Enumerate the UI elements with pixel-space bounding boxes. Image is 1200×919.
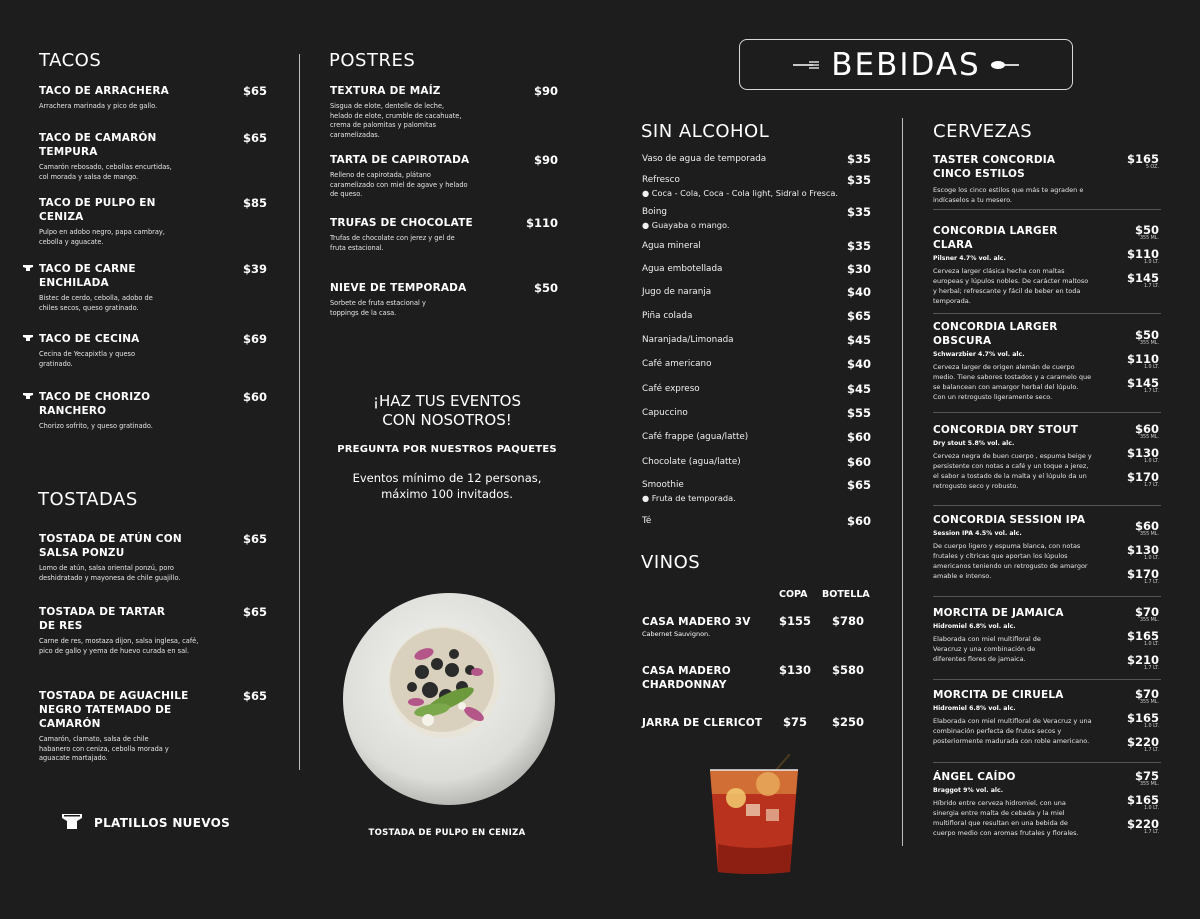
item-price: $65	[242, 689, 267, 703]
beer-prices	[1127, 423, 1159, 495]
new-dish-icon	[23, 265, 33, 272]
beer-size: 1.0 LT.	[1143, 642, 1159, 647]
botella-header: BOTELLA	[822, 589, 870, 600]
separator	[933, 209, 1161, 210]
item-desc: Arrachera marinada y pico de gallo.	[39, 102, 158, 110]
item-name: NIEVE DE TEMPORADA	[330, 282, 467, 294]
drink-row	[642, 175, 871, 198]
events-title-2: CON NOSOTROS!	[382, 411, 512, 429]
beer-price: $110	[1126, 352, 1159, 366]
item-price: $69	[242, 332, 267, 346]
events-subtitle: PREGUNTA POR NUESTROS PAQUETES	[337, 444, 557, 455]
separator	[933, 313, 1161, 314]
spoon-icon	[991, 60, 1019, 70]
item-name: TACO DE CARNE ENCHILADA	[39, 263, 136, 289]
drink-price: $30	[846, 262, 871, 276]
divider	[299, 54, 300, 770]
item-name: TOSTADA DE ATÚN CON SALSA PONZU	[39, 533, 182, 559]
separator	[933, 412, 1161, 413]
drink-price: $60	[846, 455, 871, 469]
wine-botella-price: $250	[832, 715, 865, 729]
separator	[933, 505, 1161, 506]
beer-size: 1.7 LT.	[1143, 830, 1159, 835]
item-name: TACO DE CHORIZO RANCHERO	[39, 391, 151, 417]
beer-size: 1.7 LT.	[1143, 483, 1159, 488]
beer-price: $60	[1134, 519, 1159, 533]
drink-price: $40	[846, 285, 871, 299]
drink-name: Boing	[642, 207, 668, 217]
new-dish-icon	[23, 335, 33, 342]
drink-row	[642, 207, 871, 230]
beer-item	[933, 153, 1161, 205]
drink-price: $60	[846, 514, 871, 528]
beer-prices	[1127, 606, 1159, 678]
beer-size: 1.7 LT.	[1143, 389, 1159, 394]
drink-price: $45	[846, 382, 871, 396]
wine-name: JARRA DE CLERICOT	[642, 717, 763, 729]
drink-options: ● Coca - Cola, Coca - Cola light, Sidral o Fresca.	[642, 188, 839, 198]
item-desc: Lomo de atún, salsa oriental ponzú, poro deshidratado y mayonesa de chile guajillo.	[39, 564, 181, 582]
beer-size: 1.0 LT.	[1143, 556, 1159, 561]
wine-row	[642, 664, 872, 692]
beer-item	[933, 605, 1161, 671]
drink-row	[642, 457, 871, 467]
wine-botella-price: $780	[832, 614, 865, 628]
drink-options: ● Fruta de temporada.	[642, 493, 736, 503]
tacos-title: TACOS	[39, 50, 102, 71]
bebidas-title: BEBIDAS	[831, 46, 981, 83]
beer-size: 1.0 LT.	[1143, 724, 1159, 729]
beer-prices	[1127, 329, 1159, 401]
copa-header: COPA	[779, 589, 808, 600]
item-name: TACO DE PULPO EN CENIZA	[39, 197, 156, 223]
beer-item	[933, 320, 1161, 402]
beer-price: $70	[1134, 687, 1159, 701]
beer-style: Schwarzbier 4.7% vol. alc.	[933, 351, 1025, 358]
drink-price: $45	[846, 333, 871, 347]
drink-row	[642, 287, 871, 297]
drink-name: Jugo de naranja	[642, 287, 712, 297]
item-desc: Cecina de Yecapixtla y queso gratinado.	[39, 350, 136, 368]
tostada-photo	[342, 592, 557, 807]
drink-price: $35	[846, 205, 871, 219]
item-price: $65	[242, 84, 267, 98]
drink-name: Agua mineral	[642, 241, 701, 251]
menu-item	[39, 390, 269, 432]
wine-name: CASA MADERO CHARDONNAY	[642, 665, 731, 691]
beer-size: 355 ML.	[1139, 532, 1159, 537]
beer-size: 355 ML.	[1139, 700, 1159, 705]
drink-name: Café americano	[642, 359, 712, 369]
postres-title: POSTRES	[329, 50, 416, 71]
beer-price: $165	[1126, 152, 1159, 166]
item-price: $39	[242, 262, 267, 276]
legend	[62, 814, 230, 831]
beer-size: 1.7 LT.	[1143, 284, 1159, 289]
beer-price: $170	[1126, 567, 1159, 581]
item-name: TOSTADA DE TARTAR DE RES	[39, 606, 166, 632]
item-price: $60	[242, 390, 267, 404]
beer-name: CONCORDIA LARGER OBSCURA	[933, 321, 1058, 347]
beer-size: 1.0 LT.	[1143, 806, 1159, 811]
item-name: TARTA DE CAPIROTADA	[330, 154, 470, 166]
beer-price: $130	[1126, 446, 1159, 460]
drink-row	[642, 432, 871, 442]
beer-price: $165	[1126, 711, 1159, 725]
menu-item	[330, 216, 560, 253]
beer-style: Pilsner 4.7% vol. alc.	[933, 255, 1006, 262]
drink-price: $65	[846, 309, 871, 323]
events-note-1: Eventos mínimo de 12 personas,	[352, 471, 542, 485]
beer-size: 355 ML.	[1139, 618, 1159, 623]
beer-desc: Cerveza negra de buen cuerpo , espuma beige y persistente con notas a café y un toque a jerez, el sabor a tostado de la malta y el lúpulo da un retrogusto seco y robusto.	[933, 452, 1092, 490]
photo-caption: TOSTADA DE PULPO EN CENIZA	[368, 828, 526, 838]
beer-prices	[1127, 770, 1159, 842]
vinos-title: VINOS	[641, 552, 701, 573]
beer-desc: Elaborada con miel multifloral de Veracruz y una combinación perfecta de frutos secos y posteriormente madurada con roble americano.	[933, 717, 1092, 745]
menu-item	[39, 262, 269, 313]
sin-alcohol-title: SIN ALCOHOL	[641, 121, 770, 142]
drink-options: ● Guayaba o mango.	[642, 220, 730, 230]
beer-size: 1.0 LT.	[1143, 365, 1159, 370]
item-desc: Sisgua de elote, dentelle de leche, helado de elote, crumble de cacahuate, crema de palomitas y palomitas caramelizadas.	[330, 102, 462, 139]
beer-size: 1.7 LT.	[1143, 580, 1159, 585]
beer-price: $145	[1126, 376, 1159, 390]
menu-item	[330, 84, 560, 140]
beer-price: $75	[1134, 769, 1159, 783]
drink-row	[642, 516, 871, 526]
item-name: TEXTURA DE MAÍZ	[330, 85, 441, 97]
drink-photo	[706, 754, 802, 876]
beer-style: Hidromiel 6.8% vol. alc.	[933, 705, 1016, 712]
beer-item	[933, 770, 1161, 838]
legend-label: PLATILLOS NUEVOS	[94, 815, 231, 830]
beer-size: 355 ML.	[1139, 782, 1159, 787]
wine-desc: Cabernet Sauvignon.	[642, 630, 711, 638]
drink-name: Naranjada/Limonada	[642, 335, 734, 345]
beer-desc: De cuerpo ligero y espuma blanca, con notas frutales y cítricas que aportan los lúpulos americanos teniendo un retrogusto de amargor amable e intenso.	[933, 542, 1088, 580]
item-name: TACO DE ARRACHERA	[39, 85, 170, 97]
item-desc: Bistec de cerdo, cebolla, adobo de chiles secos, queso gratinado.	[39, 294, 153, 312]
beer-size: 1.0 LT.	[1143, 260, 1159, 265]
beer-price: $50	[1134, 328, 1159, 342]
beer-name: ÁNGEL CAÍDO	[933, 771, 1016, 783]
separator	[933, 762, 1161, 763]
menu-item	[39, 84, 269, 112]
beer-name: CONCORDIA DRY STOUT	[933, 424, 1079, 436]
beer-price: $50	[1134, 223, 1159, 237]
drink-row	[642, 311, 871, 321]
drink-name: Té	[642, 516, 652, 526]
wine-row	[642, 716, 872, 730]
item-price: $85	[242, 196, 267, 210]
item-desc: Pulpo en adobo negro, papa cambray, cebolla y aguacate.	[39, 228, 165, 246]
beer-price: $165	[1126, 629, 1159, 643]
beer-item	[933, 224, 1161, 306]
beer-price: $220	[1126, 817, 1159, 831]
beer-price: $170	[1126, 470, 1159, 484]
item-desc: Trufas de chocolate con jerez y gel de fruta estacional.	[330, 234, 455, 252]
beer-style: Hidromiel 6.8% vol. alc.	[933, 623, 1016, 630]
beer-price: $60	[1134, 422, 1159, 436]
menu-item	[39, 332, 269, 369]
drink-row	[642, 480, 871, 503]
drink-row	[642, 359, 871, 369]
bebidas-header	[739, 39, 1073, 90]
item-desc: Carne de res, mostaza dijon, salsa inglesa, café, pico de gallo y yema de huevo curada en sal.	[39, 637, 199, 655]
beer-style: Dry stout 5.8% vol. alc.	[933, 440, 1015, 447]
item-name: TRUFAS DE CHOCOLATE	[330, 217, 473, 229]
beer-size: 355 ML.	[1139, 435, 1159, 440]
menu-item	[330, 281, 560, 318]
drink-row	[642, 264, 871, 274]
menu-item	[39, 196, 269, 247]
separator	[933, 596, 1161, 597]
drink-row	[642, 408, 871, 418]
item-price: $50	[533, 281, 558, 295]
new-dish-icon	[62, 814, 82, 831]
item-desc: Sorbete de fruta estacional y toppings de la casa.	[330, 299, 426, 317]
wine-botella-price: $580	[832, 663, 865, 677]
cervezas-title: CERVEZAS	[933, 121, 1033, 142]
separator	[933, 679, 1161, 680]
menu-item	[330, 153, 560, 200]
item-price: $110	[525, 216, 558, 230]
events-note-2: máximo 100 invitados.	[381, 487, 513, 501]
beer-item	[933, 423, 1161, 491]
wine-copa-price: $155	[779, 614, 812, 628]
beer-prices	[1127, 520, 1159, 592]
beer-name: CONCORDIA LARGER CLARA	[933, 225, 1058, 251]
beer-size: 1.7 LT.	[1143, 666, 1159, 671]
item-name: TOSTADA DE AGUACHILE NEGRO TATEMADO DE CAMARÓN	[39, 690, 189, 730]
drink-price: $35	[846, 173, 871, 187]
tostadas-title: TOSTADAS	[38, 489, 138, 510]
drink-price: $35	[846, 239, 871, 253]
beer-price: $130	[1126, 543, 1159, 557]
beer-desc: Escoge los cinco estilos que más te agraden e indícaselos a tu mesero.	[933, 186, 1084, 204]
menu-item	[39, 532, 269, 583]
wine-copa-price: $75	[783, 715, 808, 729]
drink-name: Agua embotellada	[642, 264, 723, 274]
item-price: $65	[242, 532, 267, 546]
beer-price: $70	[1134, 605, 1159, 619]
drink-row	[642, 384, 871, 394]
drink-price: $40	[846, 357, 871, 371]
beer-name: CONCORDIA SESSION IPA	[933, 514, 1086, 526]
beer-price: $210	[1126, 653, 1159, 667]
drink-name: Smoothie	[642, 480, 684, 490]
drink-price: $65	[846, 478, 871, 492]
beer-name: MORCITA DE CIRUELA	[933, 689, 1064, 701]
item-name: TACO DE CAMARÓN TEMPURA	[39, 132, 157, 158]
divider	[902, 118, 903, 846]
menu-item	[39, 689, 269, 764]
drink-name: Piña colada	[642, 311, 693, 321]
drink-name: Capuccino	[642, 408, 688, 418]
drink-name: Café expreso	[642, 384, 700, 394]
item-price: $90	[533, 84, 558, 98]
beer-item	[933, 513, 1161, 585]
drink-name: Vaso de agua de temporada	[642, 154, 767, 164]
item-price: $90	[533, 153, 558, 167]
item-price: $65	[242, 605, 267, 619]
drink-name: Café frappe (agua/latte)	[642, 432, 749, 442]
wine-name: CASA MADERO 3V	[642, 616, 751, 628]
beer-prices	[1127, 153, 1159, 177]
item-desc: Chorizo sofrito, y queso gratinado.	[39, 422, 153, 430]
item-price: $65	[242, 131, 267, 145]
beer-size: 355 ML.	[1139, 341, 1159, 346]
beer-style: Session IPA 4.5% vol. alc.	[933, 530, 1022, 537]
beer-name: TASTER CONCORDIA CINCO ESTILOS	[933, 154, 1056, 180]
beer-item	[933, 687, 1161, 753]
beer-price: $220	[1126, 735, 1159, 749]
beer-size: 1.7 LT.	[1143, 748, 1159, 753]
beer-prices	[1127, 224, 1159, 296]
events-title-1: ¡HAZ TUS EVENTOS	[373, 392, 521, 410]
beer-desc: Elaborada con miel multifloral de Veracruz y una combinación de diferentes flores de jamaica.	[933, 635, 1041, 663]
events-block	[329, 392, 565, 502]
beer-size: 1.0 LT.	[1143, 459, 1159, 464]
beer-desc: Cerveza larger clásica hecha con maltas europeas y lúpulos nobles. De carácter maltoso y herbal; refrescante y fácil de beber en toda temporada.	[933, 267, 1089, 305]
new-dish-icon	[23, 393, 33, 400]
drink-row	[642, 335, 871, 345]
drink-price: $35	[846, 152, 871, 166]
wine-copa-price: $130	[779, 663, 812, 677]
beer-prices	[1127, 688, 1159, 760]
item-name: TACO DE CECINA	[39, 333, 140, 345]
beer-desc: Cerveza larger de origen alemán de cuerpo medio. Tiene sabores tostados y a caramelo que se balancean con amargor herbal del lúpulo. Con un retrogusto ligeramente seco.	[933, 363, 1092, 401]
item-desc: Relleno de capirotada, plátano caramelizado con miel de agave y helado de queso.	[330, 171, 468, 199]
beer-style: Braggot 9% vol. alc.	[933, 787, 1004, 794]
menu-item	[39, 605, 269, 656]
drink-row	[642, 154, 871, 164]
beer-size: 5 OZ.	[1145, 165, 1159, 170]
beer-desc: Híbrido entre cerveza hidromiel, con una sinergia entre malta de cebada y la miel multifloral que resultan en una bebida de cuerpo medio con aromas frutales y florales.	[933, 799, 1079, 837]
fork-icon	[793, 60, 821, 70]
beer-price: $110	[1126, 247, 1159, 261]
drink-price: $60	[846, 430, 871, 444]
drink-name: Chocolate (agua/latte)	[642, 457, 741, 467]
wine-row	[642, 615, 872, 638]
item-desc: Camarón rebosado, cebollas encurtidas, col morada y salsa de mango.	[39, 163, 172, 181]
beer-price: $165	[1126, 793, 1159, 807]
beer-name: MORCITA DE JAMAICA	[933, 607, 1064, 619]
menu-item	[39, 131, 269, 182]
drink-row	[642, 241, 871, 251]
drink-price: $55	[846, 406, 871, 420]
beer-price: $145	[1126, 271, 1159, 285]
beer-size: 355 ML.	[1139, 236, 1159, 241]
item-desc: Camarón, clamato, salsa de chile habanero con ceniza, cebolla morada y aguacate martajado.	[39, 735, 169, 763]
drink-name: Refresco	[642, 175, 680, 185]
